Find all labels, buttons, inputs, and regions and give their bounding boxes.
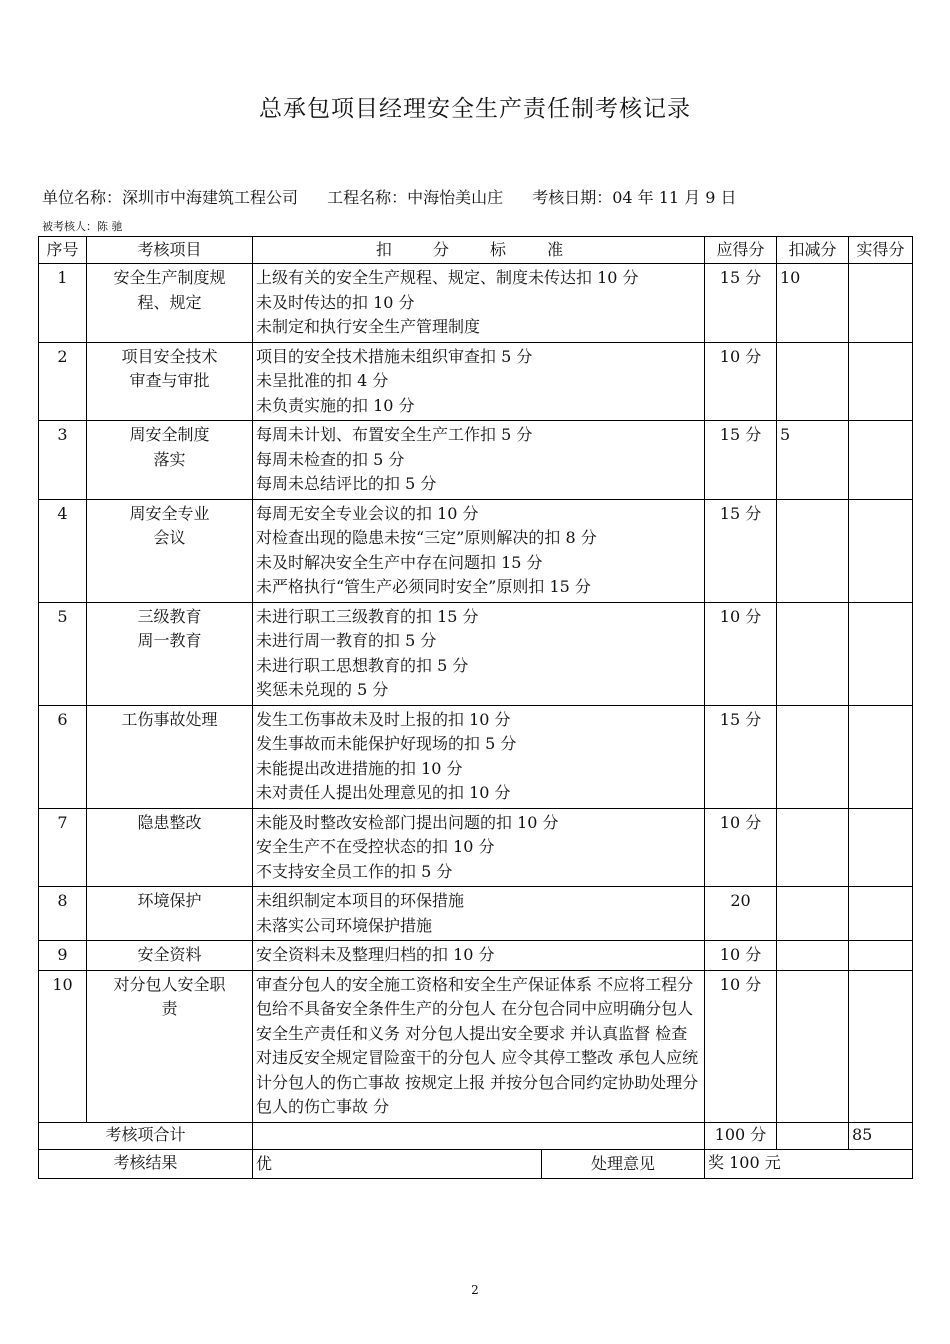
total-label: 考核项合计 (39, 1122, 253, 1149)
result-value: 优 (253, 1150, 542, 1178)
row-actual-score (849, 808, 913, 887)
row-actual-score (849, 941, 913, 971)
criteria-line: 每周未检查的扣 5 分 (256, 449, 405, 469)
row-item-line: 三级教育 (137, 606, 202, 626)
row-deduction: 10 (777, 264, 849, 343)
row-item-line: 落实 (153, 449, 186, 469)
criteria-line: 上级有关的安全生产规程、规定、制度未传达扣 10 分 (256, 268, 639, 287)
row-no: 10 (39, 970, 87, 1122)
document-title: 总承包项目经理安全生产责任制考核记录 (259, 96, 691, 122)
criteria-line: 每周未总结评比的扣 5 分 (256, 474, 437, 493)
row-criteria (253, 421, 705, 500)
row-item-line: 工伤事故处理 (121, 709, 218, 729)
assessment-date: 考核日期：04 年 11 月 9 日 (532, 188, 737, 207)
row-criteria (253, 264, 705, 343)
row-item (87, 887, 253, 941)
header-actual-score: 实得分 (849, 237, 913, 264)
criteria-line: 未制定和执行安全生产管理制度 (256, 317, 481, 336)
row-full-score: 10 分 (705, 970, 777, 1122)
row-criteria (253, 602, 705, 705)
criteria-line: 未进行周一教育的扣 5 分 (256, 631, 437, 650)
row-item-line: 项目安全技术 (121, 346, 218, 366)
header-deduction: 扣减分 (777, 237, 849, 264)
row-item-line: 安全生产制度规 (113, 268, 226, 287)
table-row (39, 421, 913, 500)
row-actual-score (849, 602, 913, 705)
row-actual-score (849, 887, 913, 941)
row-actual-score (849, 499, 913, 602)
row-criteria: 审查分包人的安全施工资格和安全生产保证体系 不应将工程分包给不具备安全条件生产的分包人 在分包合同中应明确分包人安全生产责任和义务 对分包人提出安全要求 并认真监督 检查 对违反安全规定冒险蛮干的分包人 应令其停工整改 承包人应统计分包人的伤亡事故 按规定上报 并按分包合同约定协助处理分包人的伤亡事故 分 (253, 970, 705, 1122)
total-full-score: 100 分 (705, 1122, 777, 1149)
row-criteria (253, 941, 705, 971)
examinee: 被考核人：陈 驰 (42, 220, 123, 233)
row-deduction (777, 499, 849, 602)
unit-name: 单位名称：深圳市中海建筑工程公司 (42, 188, 299, 207)
row-no: 9 (39, 941, 87, 971)
table-row (39, 342, 913, 421)
project-name: 工程名称：中海怡美山庄 (327, 188, 504, 207)
row-deduction (777, 970, 849, 1122)
assessment-table (38, 236, 913, 1179)
table-row (39, 941, 913, 971)
total-row (39, 1122, 913, 1149)
row-item-line: 程、规定 (137, 292, 202, 312)
row-full-score: 15 分 (705, 705, 777, 808)
criteria-line: 发生工伤事故未及时上报的扣 10 分 (256, 709, 511, 729)
criteria-line: 未能提出改进措施的扣 10 分 (256, 758, 463, 778)
row-deduction (777, 705, 849, 808)
table-header-row (39, 237, 913, 264)
row-item (87, 941, 253, 971)
row-actual-score (849, 342, 913, 421)
row-full-score: 15 分 (705, 264, 777, 343)
row-full-score: 10 分 (705, 941, 777, 971)
result-value-cell (253, 1149, 705, 1178)
row-criteria (253, 705, 705, 808)
row-no: 3 (39, 421, 87, 500)
row-item (87, 499, 253, 602)
row-full-score: 10 分 (705, 808, 777, 887)
row-no: 7 (39, 808, 87, 887)
row-no: 1 (39, 264, 87, 343)
table-row (39, 808, 913, 887)
row-deduction (777, 808, 849, 887)
criteria-line: 未组织制定本项目的环保措施 (256, 891, 465, 910)
criteria-line: 发生事故而未能保护好现场的扣 5 分 (256, 734, 517, 753)
table-row (39, 970, 913, 1122)
criteria-line: 每周无安全专业会议的扣 10 分 (256, 503, 479, 523)
row-full-score: 15 分 (705, 499, 777, 602)
row-full-score: 10 分 (705, 342, 777, 421)
row-actual-score (849, 970, 913, 1122)
table-row (39, 499, 913, 602)
row-deduction (777, 941, 849, 971)
header-full-score: 应得分 (705, 237, 777, 264)
criteria-line: 安全生产不在受控状态的扣 10 分 (256, 837, 495, 856)
row-item-line: 周安全制度 (129, 425, 210, 444)
row-actual-score (849, 421, 913, 500)
row-item (87, 808, 253, 887)
row-item (87, 602, 253, 705)
row-deduction: 5 (777, 421, 849, 500)
result-label: 考核结果 (39, 1149, 253, 1178)
page-number: 2 (471, 1283, 479, 1297)
total-criteria (253, 1122, 705, 1149)
row-criteria (253, 499, 705, 602)
row-criteria (253, 887, 705, 941)
criteria-line: 未进行职工三级教育的扣 15 分 (256, 606, 479, 626)
row-item-line: 周安全专业 (129, 503, 210, 523)
row-no: 6 (39, 705, 87, 808)
criteria-line: 项目的安全技术措施未组织审查扣 5 分 (256, 346, 533, 366)
row-full-score: 15 分 (705, 421, 777, 500)
row-actual-score (849, 705, 913, 808)
opinion-label: 处理意见 (590, 1153, 655, 1173)
row-no: 2 (39, 342, 87, 421)
criteria-line: 不支持安全员工作的扣 5 分 (256, 861, 453, 881)
row-item-line: 安全资料 (137, 945, 202, 964)
row-item-line: 会议 (153, 528, 186, 547)
row-item-line: 隐患整改 (137, 812, 202, 832)
total-actual-score: 85 (849, 1122, 913, 1149)
criteria-line: 未严格执行“管生产必须同时安全”原则扣 15 分 (256, 577, 591, 596)
table-row (39, 264, 913, 343)
row-no: 4 (39, 499, 87, 602)
row-item: 对分包人安全职 责 (87, 970, 253, 1122)
row-criteria (253, 342, 705, 421)
row-item-line: 环境保护 (137, 891, 202, 910)
row-deduction (777, 342, 849, 421)
criteria-line: 对检查出现的隐患未按“三定”原则解决的扣 8 分 (256, 528, 597, 547)
criteria-line: 未及时解决安全生产中存在问题扣 15 分 (256, 552, 543, 572)
result-row (39, 1149, 913, 1178)
criteria-line: 未负责实施的扣 10 分 (256, 395, 415, 415)
row-item (87, 342, 253, 421)
header-item: 考核项目 (87, 237, 253, 264)
row-no: 8 (39, 887, 87, 941)
row-item (87, 705, 253, 808)
row-item (87, 264, 253, 343)
criteria-line: 未进行职工思想教育的扣 5 分 (256, 655, 469, 675)
criteria-line: 未对责任人提出处理意见的扣 10 分 (256, 783, 511, 802)
header-info (42, 185, 761, 208)
criteria-line: 未落实公司环境保护措施 (256, 915, 433, 935)
opinion-value: 奖 100 元 (705, 1149, 913, 1178)
criteria-line: 每周未计划、布置安全生产工作扣 5 分 (256, 425, 533, 444)
row-item-line: 审查与审批 (129, 371, 210, 390)
table-row (39, 887, 913, 941)
row-full-score: 10 分 (705, 602, 777, 705)
row-item (87, 421, 253, 500)
criteria-line: 未及时传达的扣 10 分 (256, 292, 415, 312)
row-deduction (777, 887, 849, 941)
criteria-line: 未能及时整改安检部门提出问题的扣 10 分 (256, 812, 559, 832)
criteria-line: 奖惩未兑现的 5 分 (256, 680, 389, 699)
header-no: 序号 (39, 237, 87, 264)
table-row (39, 602, 913, 705)
row-criteria (253, 808, 705, 887)
criteria-line: 未呈批准的扣 4 分 (256, 371, 389, 390)
row-full-score: 20 (705, 887, 777, 941)
row-actual-score (849, 264, 913, 343)
criteria-line: 安全资料未及整理归档的扣 10 分 (256, 945, 495, 964)
row-item-line: 周一教育 (137, 631, 202, 650)
total-deduction (777, 1122, 849, 1149)
table-row (39, 705, 913, 808)
row-deduction (777, 602, 849, 705)
row-no: 5 (39, 602, 87, 705)
header-criteria: 扣 分 标 准 (253, 237, 705, 264)
